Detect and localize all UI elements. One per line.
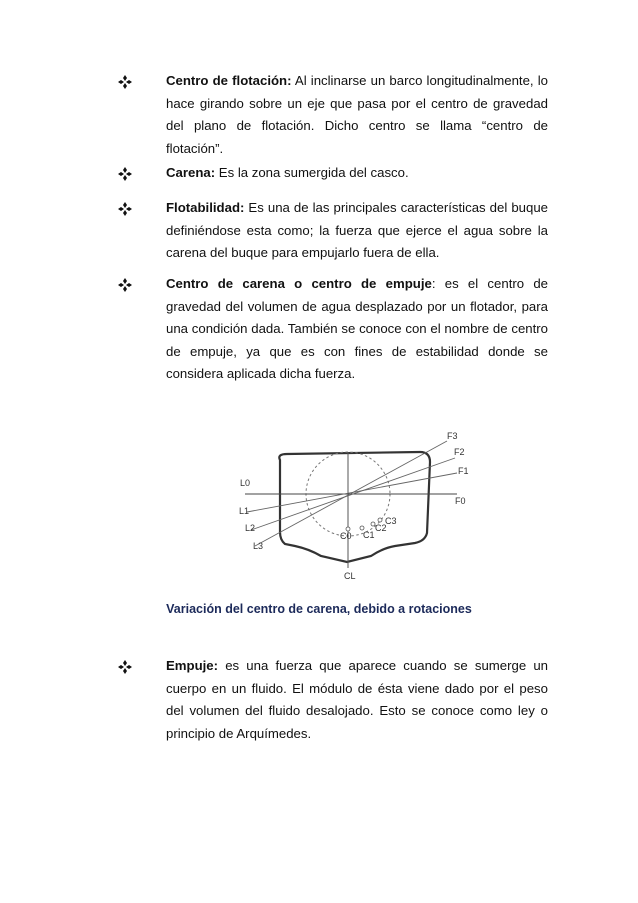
list-item-carena (118, 162, 548, 185)
rotation-diagram (225, 428, 470, 588)
hull-outline (279, 452, 430, 562)
item-body: Es una de las principales características del buque definiéndose esta como; la fuerza que ejerce el agua sobre la carena del buque para empujarlo fuera de ella. (166, 200, 548, 260)
diamond-bullet-icon (118, 278, 132, 292)
diamond-bullet-icon (118, 202, 132, 216)
label-f3: F3 (447, 431, 458, 441)
list-item-flotabilidad (118, 197, 548, 265)
label-c1: C1 (363, 530, 375, 540)
list-item-centro-carena (118, 273, 548, 386)
label-c3: C3 (385, 516, 397, 526)
diamond-bullet-icon (118, 660, 132, 674)
label-f2: F2 (454, 447, 465, 457)
diamond-bullet-icon (118, 75, 132, 89)
label-c0: C0 (340, 531, 352, 541)
item-body: : es el centro de gravedad del volumen de agua desplazado por un flotador, para una condición dada. También se conoce con el nombre de centro de empuje, ya que es con fines de estabilidad donde se considera aplicada dicha fuerza. (166, 276, 548, 381)
label-l1: L1 (239, 506, 250, 516)
item-term: Centro de flotación: (166, 73, 292, 88)
label-l0: L0 (240, 478, 251, 488)
item-body: Al inclinarse un barco longitudinalmente, lo hace girando sobre un eje que pasa por el centro de gravedad del plano de flotación. Dicho centro se llama “centro de flotación”. (166, 73, 548, 156)
item-term: Empuje: (166, 658, 219, 673)
label-f0: F0 (455, 496, 466, 506)
list-item-empuje (118, 655, 548, 745)
figure-caption: Variación del centro de carena, debido a rotaciones (166, 602, 472, 616)
list-item-centro-flotacion (118, 70, 548, 160)
item-term: Flotabilidad: (166, 200, 245, 215)
label-l3: L3 (253, 541, 264, 551)
item-body: es una fuerza que aparece cuando se sumerge un cuerpo en un fluido. El módulo de ésta viene dado por el peso del volumen del fluido desalojado. Esto se conoce como ley o principio de Arquímedes. (166, 658, 548, 741)
diamond-bullet-icon (118, 167, 132, 181)
hull-section-figure (225, 428, 470, 588)
item-term: Centro de carena o centro de empuje (166, 276, 432, 291)
label-f1: F1 (458, 466, 469, 476)
label-c2: C2 (375, 523, 387, 533)
label-l2: L2 (245, 523, 256, 533)
item-body: Es la zona sumergida del casco. (215, 165, 409, 180)
item-term: Carena: (166, 165, 216, 180)
label-cl: CL (344, 571, 356, 581)
point-c3 (378, 518, 382, 522)
